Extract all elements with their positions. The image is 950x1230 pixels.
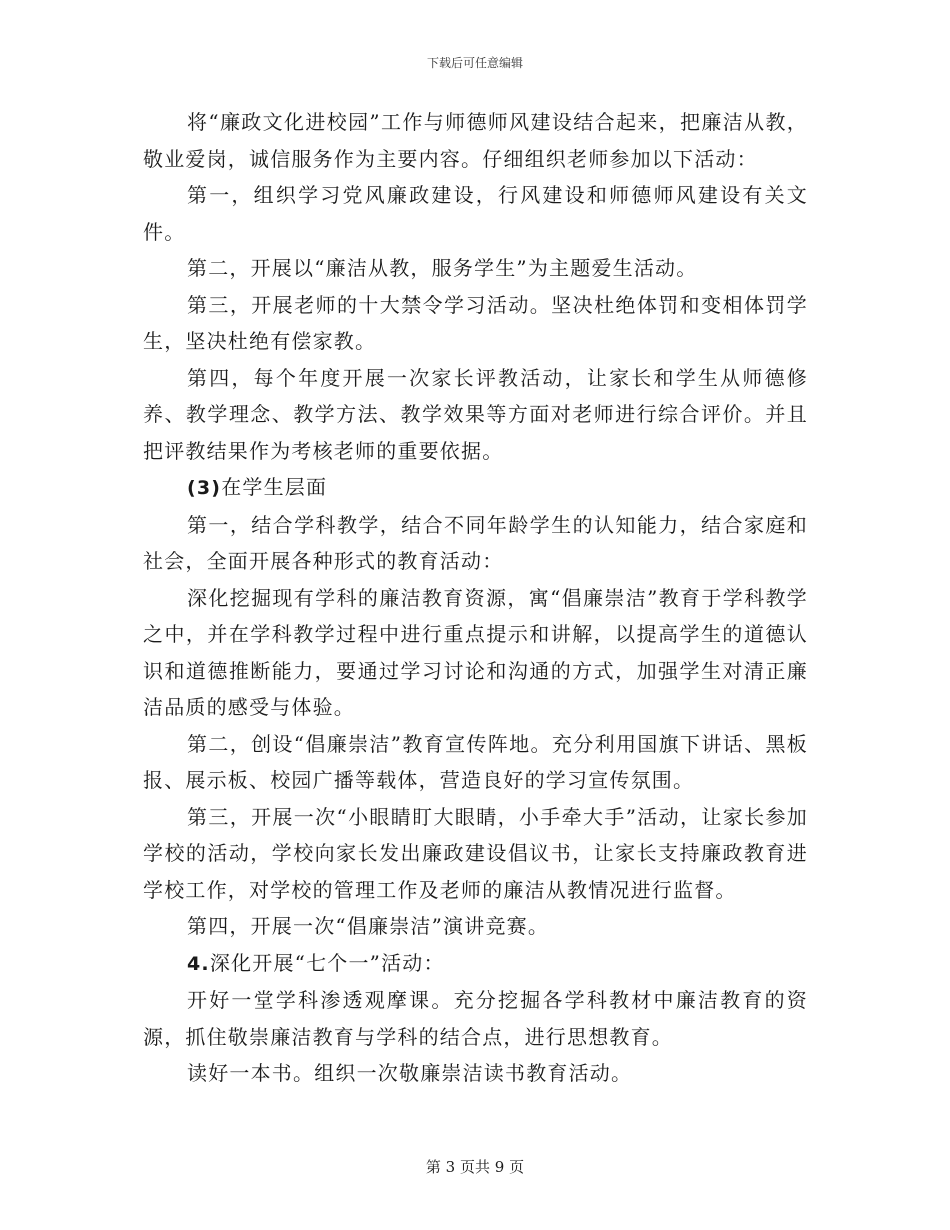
paragraph-item-1: 第一，组织学习党风廉政建设，行风建设和师德师风建设有关文件。 — [143, 183, 808, 244]
paragraph-student-1: 第一，结合学科教学，结合不同年龄学生的认知能力，结合家庭和社会，全面开展各种形式的教育活动： — [143, 512, 808, 573]
paragraph-activity-2: 读好一本书。组织一次敬廉崇洁读书教育活动。 — [187, 1061, 633, 1085]
paragraph-intro: 将“廉政文化进校园”工作与师德师风建设结合起来，把廉洁从教，敬业爱岗，诚信服务作为主要内容。仔细组织老师参加以下活动： — [143, 110, 808, 171]
paragraph-item-2: 第二，开展以“廉洁从教，服务学生”为主题爱生活动。 — [187, 256, 698, 280]
paragraph-activity-1: 开好一堂学科渗透观摩课。充分挖掘各学科教材中廉洁教育的资源，抓住敬崇廉洁教育与学科的结合点，进行思想教育。 — [143, 988, 808, 1049]
section-heading-4 — [143, 945, 808, 983]
section-title: 在学生层面 — [221, 475, 328, 499]
document-body — [143, 104, 808, 1092]
paragraph-item-3: 第三，开展老师的十大禁令学习活动。坚决杜绝体罚和变相体罚学生，坚决杜绝有偿家教。 — [143, 292, 808, 353]
header-note: 下载后可任意编辑 — [426, 56, 523, 70]
paragraph-student-2: 第二，创设“倡廉崇洁”教育宣传阵地。充分利用国旗下讲话、黑板报、展示板、校园广播等载体，营造良好的学习宣传氛围。 — [143, 731, 808, 792]
paragraph-student-3: 第三，开展一次“小眼睛盯大眼睛，小手牵大手”活动，让家长参加学校的活动，学校向家长发出廉政建设倡议书，让家长支持廉政教育进学校工作，对学校的管理工作及老师的廉洁从教情况进行监督。 — [143, 804, 808, 902]
paragraph-student-deepen: 深化挖掘现有学科的廉洁教育资源，寓“倡廉崇洁”教育于学科教学之中，并在学科教学过程中进行重点提示和讲解，以提高学生的道德认识和道德推断能力，要通过学习讨论和沟通的方式，加强学生对清正廉洁品质的感受与体验。 — [143, 585, 808, 719]
section-title: 深化开展“七个一”活动： — [209, 950, 445, 975]
paragraph-student-4: 第四，开展一次“倡廉崇洁”演讲竞赛。 — [187, 914, 550, 938]
section-number: (3) — [187, 477, 222, 499]
section-heading-3 — [143, 469, 808, 507]
paragraph-item-4: 第四，每个年度开展一次家长评教活动，让家长和学生从师德修养、教学理念、教学方法、教学效果等方面对老师进行综合评价。并且把评教结果作为考核老师的重要依据。 — [143, 365, 808, 463]
page-number: 第 3 页共 9 页 — [425, 1158, 525, 1176]
section-number: 4. — [187, 952, 210, 975]
